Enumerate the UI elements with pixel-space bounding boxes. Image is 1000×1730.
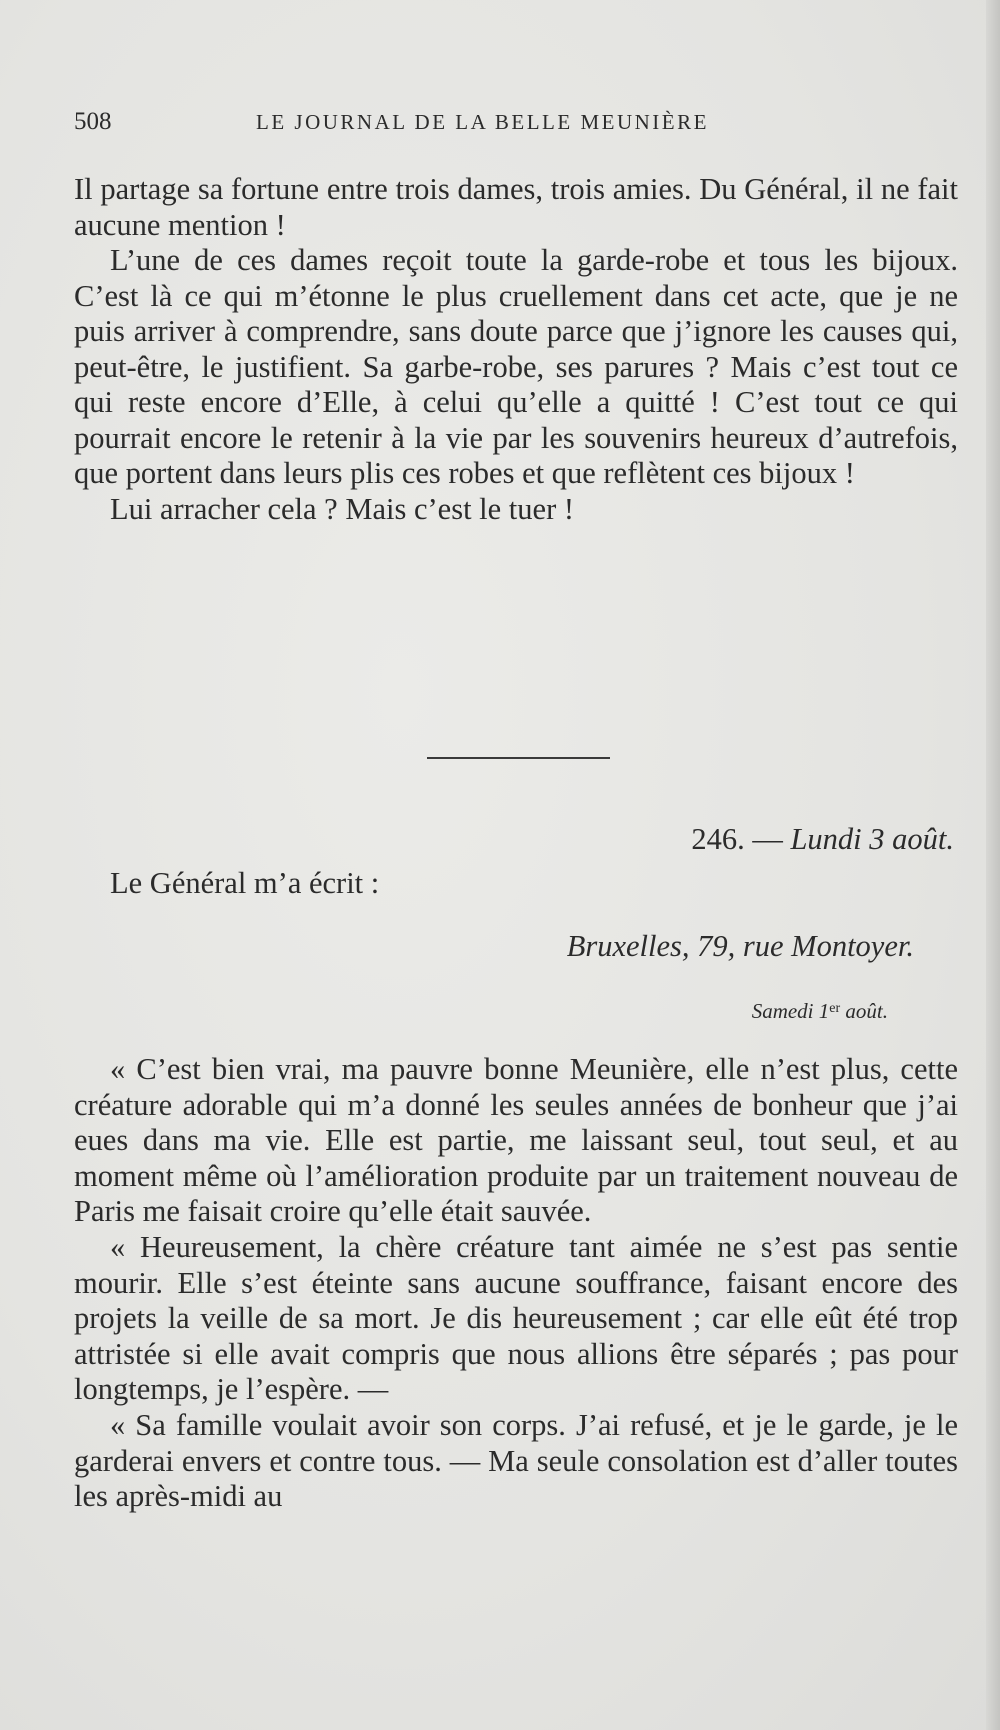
letter-date bbox=[752, 999, 888, 1024]
letter-date-suffix: août. bbox=[840, 999, 888, 1023]
entry-date: Lundi 3 août. bbox=[790, 822, 954, 856]
letter-address: Bruxelles, 79, rue Montoyer. bbox=[566, 929, 914, 963]
entry-number: 246. — bbox=[691, 822, 791, 856]
page-number: 508 bbox=[74, 108, 112, 135]
page-header bbox=[74, 108, 954, 144]
entry-heading bbox=[691, 822, 954, 857]
letter-paragraph: « Sa famille voulait avoir son corps. J’ai refusé, et je le garde, je le garderai envers et contre tous. — Ma seule consolation est d’aller toutes les après-midi au bbox=[74, 1407, 958, 1514]
salutation: Le Général m’a écrit : bbox=[110, 866, 380, 900]
letter-paragraph: « C’est bien vrai, ma pauvre bonne Meunière, elle n’est plus, cette créature adorable qui m’a donné les seules années de bonheur que j’ai eues dans ma vie. Elle est partie, me laissant seul, tout seul, et au moment même où l’amélioration produite par un traitement nouveau de Paris me faisait croire qu’elle était sauvée. bbox=[74, 1052, 958, 1229]
letter-date-superscript: er bbox=[829, 1001, 841, 1016]
letter-body bbox=[74, 1052, 958, 1515]
letter-date-prefix: Samedi 1 bbox=[751, 999, 830, 1023]
paragraph: Il partage sa fortune entre trois dames, trois amies. Du Général, il ne fait aucune mention ! bbox=[74, 172, 958, 242]
paragraph: L’une de ces dames reçoit toute la garde-robe et tous les bijoux. C’est là ce qui m’étonne le plus cruellement dans cet acte, que je ne puis arriver à comprendre, sans doute parce que j’ignore les causes qui, peut-être, le justifient. Sa garbe-robe, ses parures ? Mais c’est tout ce qui reste encore d’Elle, à celui qu’elle a quitté ! C’est tout ce qui pourrait encore le retenir à la vie par les souvenirs heureux d’autrefois, que portent dans leurs plis ces robes et que reflètent ces bijoux ! bbox=[74, 243, 958, 490]
paragraph: Lui arracher cela ? Mais c’est le tuer ! bbox=[110, 491, 575, 526]
page-gutter-shadow bbox=[986, 0, 1000, 1730]
letter-paragraph: « Heureusement, la chère créature tant aimée ne s’est pas sentie mourir. Elle s’est éteinte sans aucune souffrance, faisant encore des projets la veille de sa mort. Je dis heureusement ; car elle eût été trop attristée si elle avait compris que nous allions être séparés ; pas pour longtemps, je l’espère. — bbox=[74, 1229, 958, 1407]
running-title: LE JOURNAL DE LA BELLE MEUNIÈRE bbox=[256, 110, 709, 134]
body-text-section-1 bbox=[74, 172, 958, 527]
section-divider bbox=[427, 757, 610, 759]
